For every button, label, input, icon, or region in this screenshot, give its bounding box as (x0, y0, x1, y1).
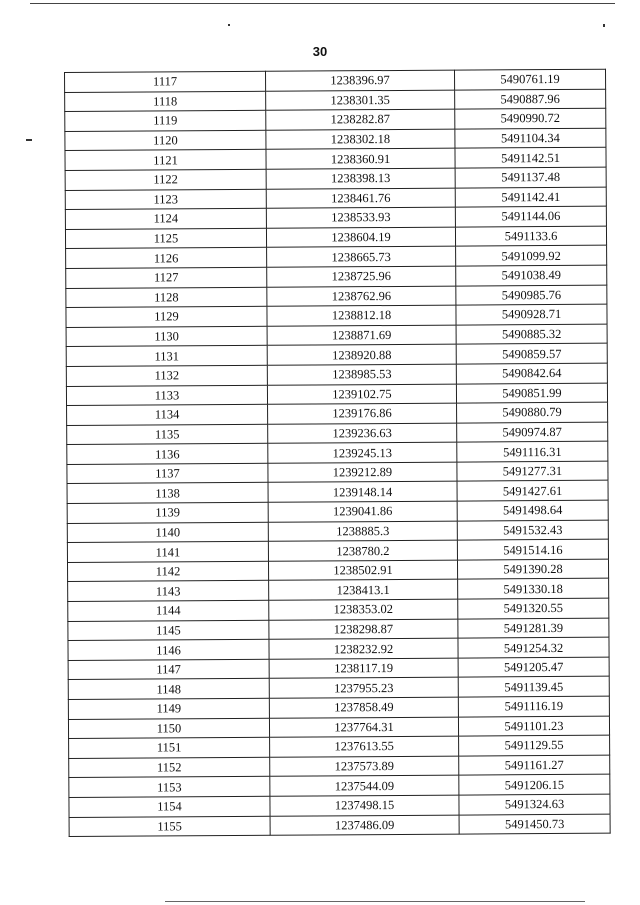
x-coordinate-cell: 1237858.49 (269, 697, 458, 718)
coordinates-table-wrap (64, 69, 607, 837)
y-coordinate-cell: 5490842.64 (456, 363, 607, 384)
point-number-cell: 1145 (68, 620, 269, 641)
x-coordinate-cell: 1238762.96 (267, 286, 456, 307)
x-coordinate-cell: 1238461.76 (266, 188, 455, 209)
y-coordinate-cell: 5491101.23 (458, 716, 609, 737)
point-number-cell: 1134 (67, 404, 268, 425)
x-coordinate-cell: 1238533.93 (266, 207, 455, 228)
point-number-cell: 1141 (67, 542, 268, 563)
point-number-cell: 1146 (68, 639, 269, 660)
point-number-cell: 1147 (68, 659, 269, 680)
y-coordinate-cell: 5491320.55 (458, 598, 609, 619)
coordinates-table (64, 69, 611, 837)
point-number-cell: 1130 (66, 326, 267, 347)
point-number-cell: 1125 (65, 228, 266, 249)
y-coordinate-cell: 5491206.15 (459, 775, 610, 796)
x-coordinate-cell: 1237573.89 (270, 756, 459, 777)
point-number-cell: 1135 (67, 424, 268, 445)
scan-speck (228, 24, 230, 26)
point-number-cell: 1127 (66, 267, 267, 288)
x-coordinate-cell: 1239245.13 (268, 442, 457, 463)
y-coordinate-cell: 5491137.48 (455, 167, 606, 188)
x-coordinate-cell: 1238398.13 (266, 168, 455, 189)
point-number-cell: 1137 (67, 463, 268, 484)
x-coordinate-cell: 1238780.2 (268, 540, 457, 561)
x-coordinate-cell: 1237498.15 (270, 795, 459, 816)
x-coordinate-cell: 1239176.86 (268, 403, 457, 424)
point-number-cell: 1121 (65, 150, 266, 171)
y-coordinate-cell: 5490985.76 (456, 285, 607, 306)
x-coordinate-cell: 1238985.53 (267, 364, 456, 385)
table-body (65, 69, 611, 836)
x-coordinate-cell: 1239236.63 (268, 423, 457, 444)
x-coordinate-cell: 1238396.97 (265, 70, 454, 91)
y-coordinate-cell: 5491450.73 (459, 814, 610, 835)
point-number-cell: 1144 (68, 600, 269, 621)
x-coordinate-cell: 1238301.35 (266, 90, 455, 111)
bottom-rule (165, 901, 585, 902)
y-coordinate-cell: 5490885.32 (456, 324, 607, 345)
y-coordinate-cell: 5490880.79 (457, 402, 608, 423)
y-coordinate-cell: 5491144.06 (455, 206, 606, 227)
point-number-cell: 1154 (69, 796, 270, 817)
y-coordinate-cell: 5491139.45 (458, 677, 609, 698)
point-number-cell: 1117 (65, 71, 266, 92)
y-coordinate-cell: 5491116.19 (458, 696, 609, 717)
y-coordinate-cell: 5490990.72 (455, 108, 606, 129)
y-coordinate-cell: 5491324.63 (459, 794, 610, 815)
x-coordinate-cell: 1237544.09 (270, 775, 459, 796)
x-coordinate-cell: 1238302.18 (266, 129, 455, 150)
y-coordinate-cell: 5491099.92 (456, 246, 607, 267)
point-number-cell: 1133 (66, 385, 267, 406)
y-coordinate-cell: 5491330.18 (458, 579, 609, 600)
y-coordinate-cell: 5490974.87 (457, 422, 608, 443)
x-coordinate-cell: 1238665.73 (267, 246, 456, 267)
point-number-cell: 1151 (69, 737, 270, 758)
x-coordinate-cell: 1239212.89 (268, 462, 457, 483)
point-number-cell: 1128 (66, 287, 267, 308)
point-number-cell: 1136 (67, 444, 268, 465)
x-coordinate-cell: 1238725.96 (267, 266, 456, 287)
x-coordinate-cell: 1238232.92 (269, 638, 458, 659)
y-coordinate-cell: 5491133.6 (455, 226, 606, 247)
x-coordinate-cell: 1238812.18 (267, 305, 456, 326)
point-number-cell: 1138 (67, 483, 268, 504)
point-number-cell: 1140 (67, 522, 268, 543)
point-number-cell: 1122 (65, 169, 266, 190)
y-coordinate-cell: 5491142.51 (455, 148, 606, 169)
y-coordinate-cell: 5491129.55 (459, 735, 610, 756)
y-coordinate-cell: 5491116.31 (457, 441, 608, 462)
y-coordinate-cell: 5491532.43 (457, 520, 608, 541)
x-coordinate-cell: 1238117.19 (269, 658, 458, 679)
point-number-cell: 1118 (65, 91, 266, 112)
x-coordinate-cell: 1239148.14 (268, 482, 457, 503)
point-number-cell: 1155 (69, 816, 270, 837)
y-coordinate-cell: 5491161.27 (459, 755, 610, 776)
y-coordinate-cell: 5491038.49 (456, 265, 607, 286)
x-coordinate-cell: 1238502.91 (268, 560, 457, 581)
x-coordinate-cell: 1238360.91 (266, 148, 455, 169)
x-coordinate-cell: 1238353.02 (269, 599, 458, 620)
y-coordinate-cell: 5491104.34 (455, 128, 606, 149)
point-number-cell: 1120 (65, 130, 266, 151)
y-coordinate-cell: 5491427.61 (457, 481, 608, 502)
x-coordinate-cell: 1238871.69 (267, 325, 456, 346)
point-number-cell: 1142 (67, 561, 268, 582)
page-number: 30 (312, 44, 328, 59)
y-coordinate-cell: 5490859.57 (456, 343, 607, 364)
point-number-cell: 1124 (65, 208, 266, 229)
top-rule (30, 3, 615, 4)
x-coordinate-cell: 1238604.19 (266, 227, 455, 248)
point-number-cell: 1148 (68, 679, 269, 700)
y-coordinate-cell: 5491281.39 (458, 618, 609, 639)
y-coordinate-cell: 5491390.28 (457, 559, 608, 580)
point-number-cell: 1139 (67, 502, 268, 523)
x-coordinate-cell: 1238413.1 (269, 580, 458, 601)
x-coordinate-cell: 1237764.31 (269, 717, 458, 738)
x-coordinate-cell: 1238920.88 (267, 344, 456, 365)
y-coordinate-cell: 5491277.31 (457, 461, 608, 482)
x-coordinate-cell: 1237486.09 (270, 815, 459, 836)
point-number-cell: 1119 (65, 110, 266, 131)
y-coordinate-cell: 5491498.64 (457, 500, 608, 521)
point-number-cell: 1126 (66, 248, 267, 269)
x-coordinate-cell: 1238282.87 (266, 109, 455, 130)
y-coordinate-cell: 5491514.16 (457, 539, 608, 560)
point-number-cell: 1123 (65, 189, 266, 210)
y-coordinate-cell: 5490851.99 (456, 383, 607, 404)
scan-speck (26, 139, 32, 141)
point-number-cell: 1149 (68, 698, 269, 719)
x-coordinate-cell: 1239041.86 (268, 501, 457, 522)
point-number-cell: 1150 (68, 718, 269, 739)
y-coordinate-cell: 5491142.41 (455, 187, 606, 208)
x-coordinate-cell: 1237955.23 (269, 678, 458, 699)
y-coordinate-cell: 5491205.47 (458, 657, 609, 678)
point-number-cell: 1153 (69, 777, 270, 798)
scan-speck (603, 24, 605, 27)
point-number-cell: 1132 (66, 365, 267, 386)
point-number-cell: 1152 (69, 757, 270, 778)
x-coordinate-cell: 1238298.87 (269, 619, 458, 640)
point-number-cell: 1131 (66, 346, 267, 367)
point-number-cell: 1143 (68, 581, 269, 602)
point-number-cell: 1129 (66, 306, 267, 327)
y-coordinate-cell: 5491254.32 (458, 637, 609, 658)
x-coordinate-cell: 1237613.55 (270, 736, 459, 757)
y-coordinate-cell: 5490887.96 (455, 89, 606, 110)
y-coordinate-cell: 5490761.19 (454, 69, 605, 90)
x-coordinate-cell: 1239102.75 (267, 384, 456, 405)
x-coordinate-cell: 1238885.3 (268, 521, 457, 542)
y-coordinate-cell: 5490928.71 (456, 304, 607, 325)
table-row (69, 814, 610, 837)
